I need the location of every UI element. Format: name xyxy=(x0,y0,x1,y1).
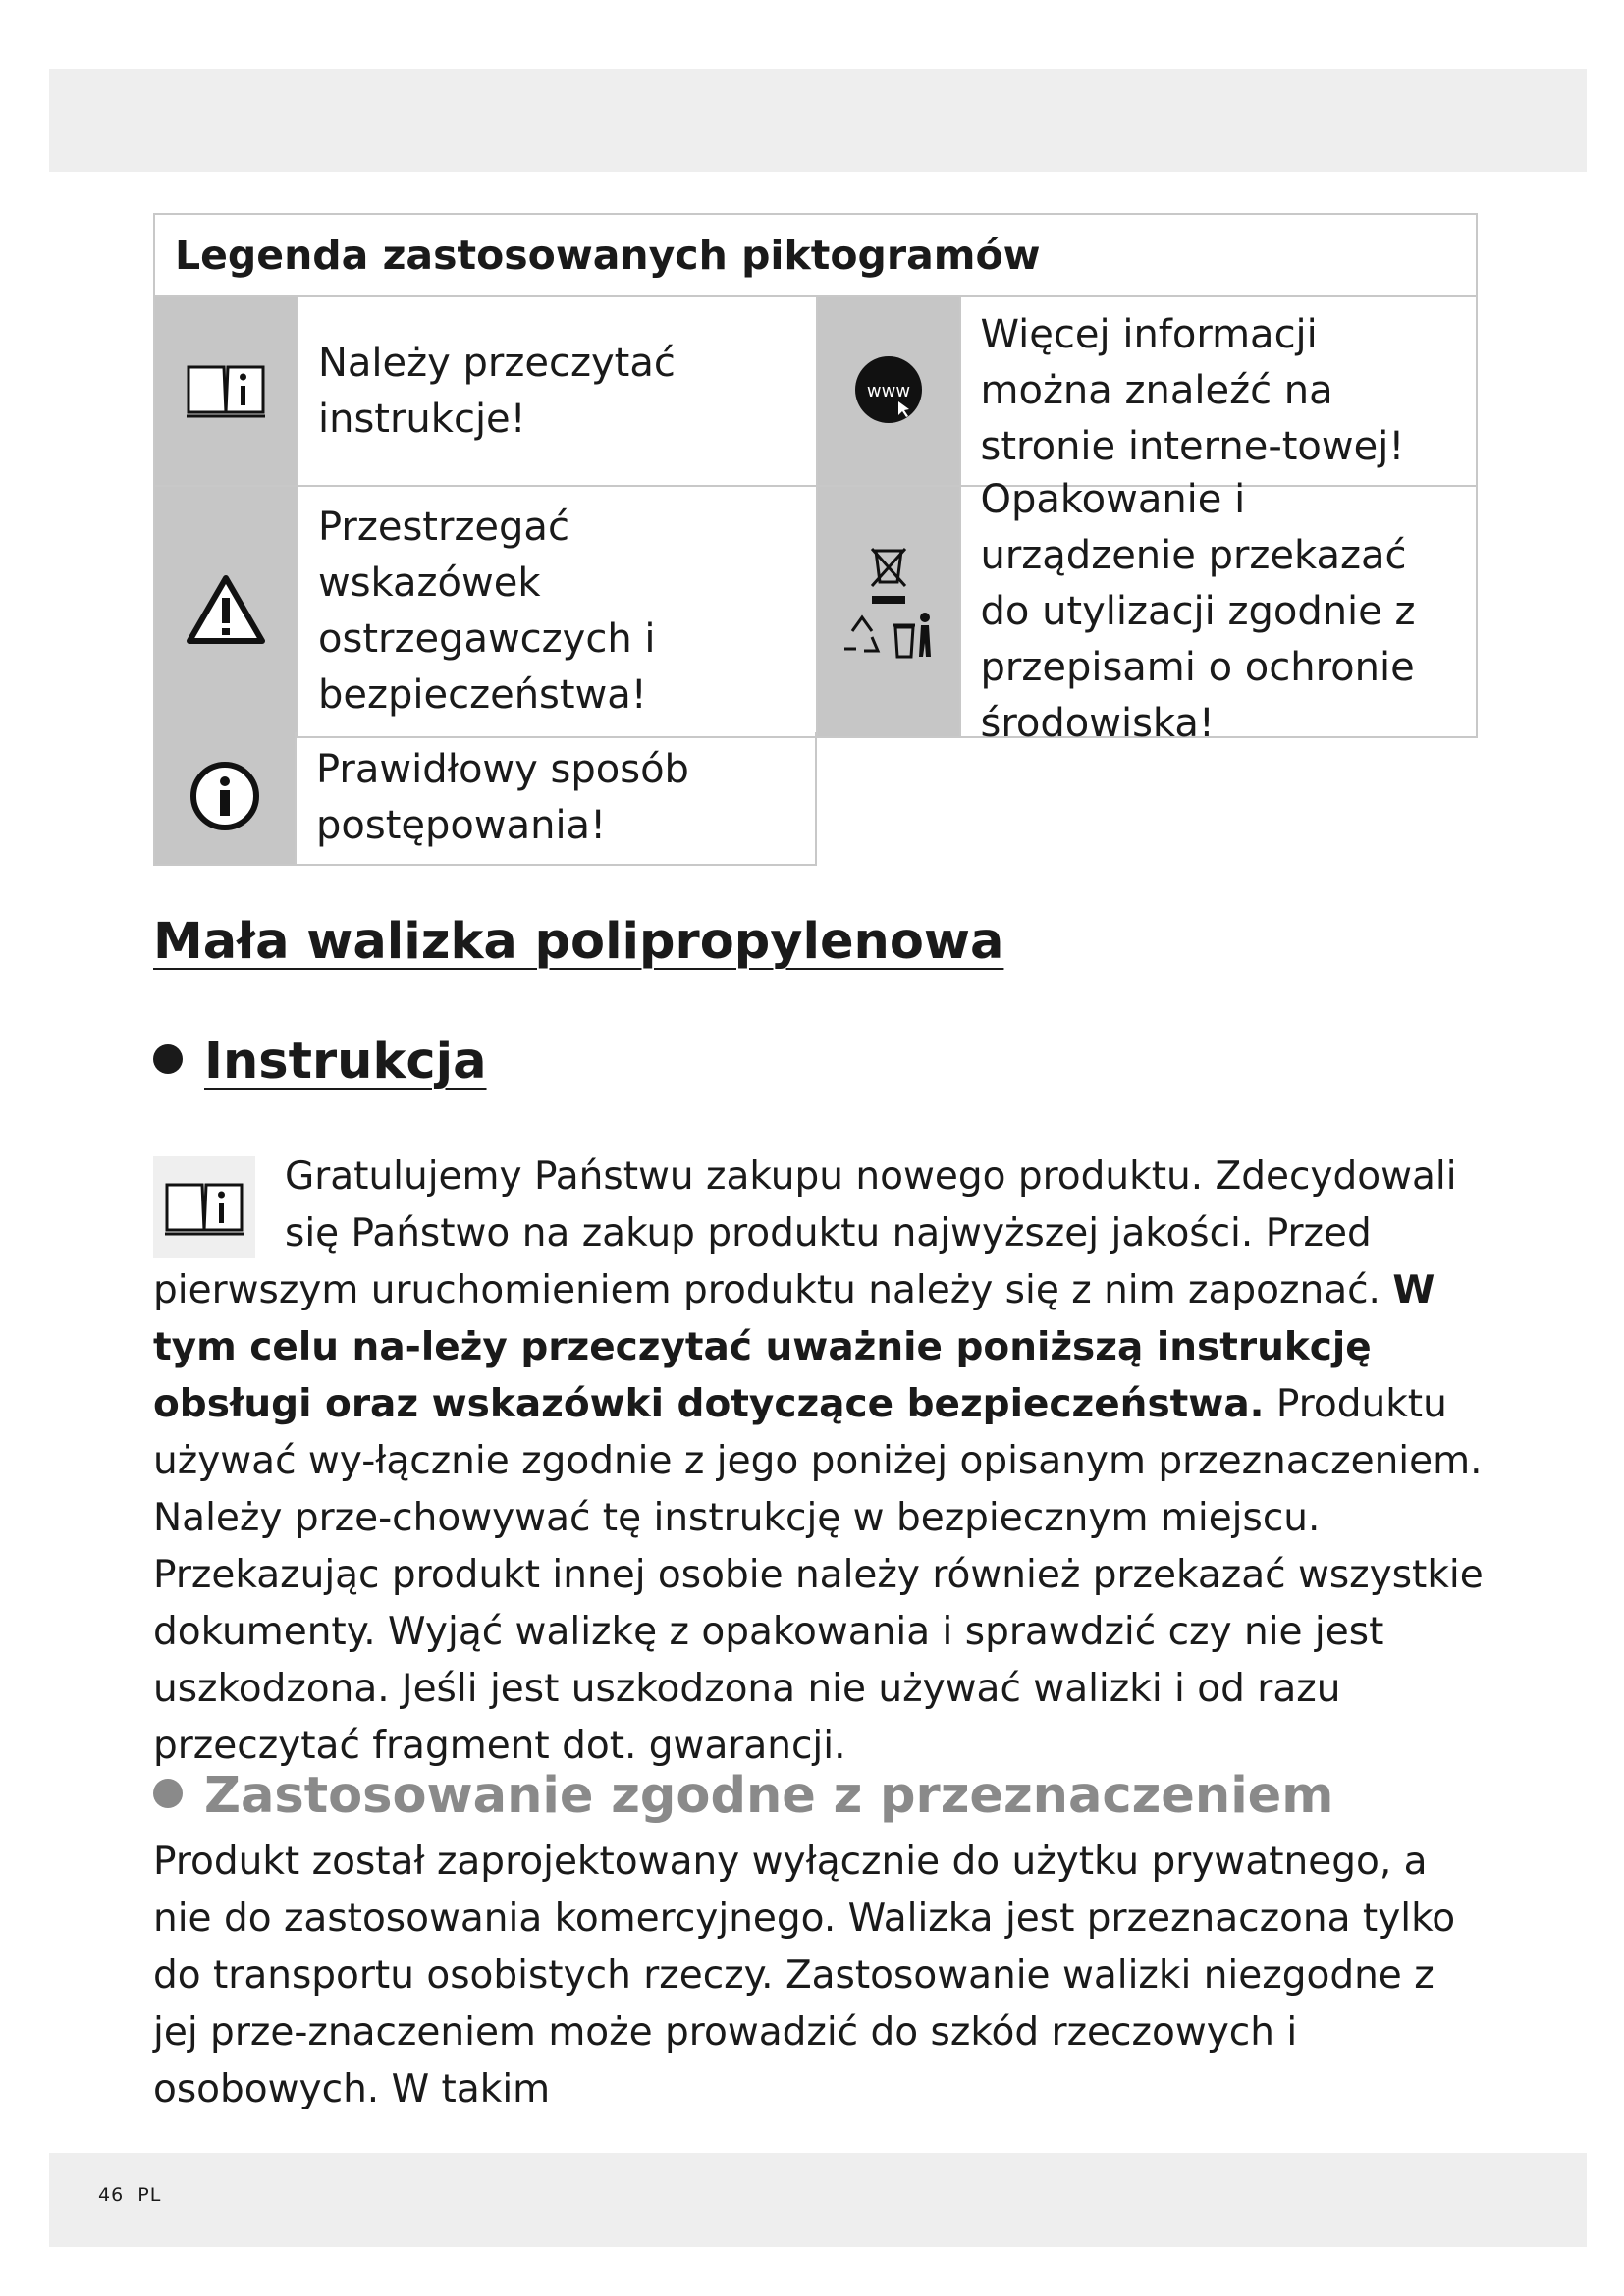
footer-band xyxy=(49,2153,1587,2247)
legend-row xyxy=(155,297,1476,487)
legend-item-website xyxy=(816,297,1477,485)
legend-item-read-instructions xyxy=(155,297,816,485)
legend-title: Legenda zastosowanych piktogramów xyxy=(155,215,1476,297)
page-number: 46 xyxy=(98,2184,125,2206)
section-heading-intended-use xyxy=(153,1767,1333,1825)
header-band xyxy=(49,69,1587,172)
book-info-icon xyxy=(153,1156,255,1258)
language-code: PL xyxy=(137,2184,162,2206)
bullet-icon xyxy=(153,1044,183,1074)
legend-item-disposal xyxy=(816,476,1477,746)
paragraph-text: Gratulujemy Państwu zakupu nowego produktu. Zdecydowali się Państwo na zakup produktu najwyższej jakości. Przed pierwszym uruchomieniem produktu należy się z nim zapoznać. xyxy=(153,1154,1457,1312)
www-icon xyxy=(853,354,924,429)
warning-triangle-icon xyxy=(187,574,265,649)
pictogram-legend-table xyxy=(153,213,1478,746)
legend-item-text: Przestrzegać wskazówek ostrzegawczych i bezpieczeństwa! xyxy=(318,505,656,718)
legend-item-text: Opakowanie i urządzenie przekazać do utylizacji zgodnie z przepisami o ochronie środowiska! xyxy=(980,476,1416,746)
legend-item-proper-procedure xyxy=(153,732,815,864)
book-info-icon xyxy=(185,359,267,424)
page-footer xyxy=(98,2184,161,2206)
instructions-paragraph xyxy=(153,1148,1485,1775)
legend-row xyxy=(153,732,817,866)
svg-text:www: www xyxy=(866,380,910,401)
legend-item-text: Prawidłowy sposób postępowania! xyxy=(316,747,689,848)
product-title: Mała walizka polipropylenowa xyxy=(153,913,1004,971)
paragraph-bold-text: W tym celu na-leży przeczytać uważnie poniższą instrukcję obsługi oraz wskazówki dotyczące bezpieczeństwa. xyxy=(153,1268,1435,1426)
bullet-icon xyxy=(153,1779,183,1808)
recycling-disposal-icon xyxy=(835,541,943,682)
legend-row xyxy=(155,476,1476,746)
section-title: Instrukcja xyxy=(204,1033,487,1091)
info-circle-icon xyxy=(189,760,261,836)
legend-item-text: Należy przeczytać instrukcje! xyxy=(318,340,676,442)
legend-item-warnings xyxy=(155,487,816,736)
intended-use-paragraph: Produkt został zaprojektowany wyłącznie do użytku prywatnego, a nie do zastosowania komercyjnego. Walizka jest przeznaczona tylko do transportu osobistych rzeczy. Zastosowanie walizki niezgodne z jej prze-znaczeniem może prowadzić do szkód rzeczowych i osobowych. W takim xyxy=(153,1840,1456,2111)
section-heading-instructions xyxy=(153,1033,487,1091)
section-title: Zastosowanie zgodne z przeznaczeniem xyxy=(204,1767,1334,1825)
paragraph-text: Produktu używać wy-łącznie zgodnie z jego poniżej opisanym przeznaczeniem. Należy prze-chowywać tę instrukcję w bezpiecznym miejscu. Przekazując produkt innej osobie należy również przekazać wszystkie dokumenty. Wyjąć walizkę z opakowania i sprawdzić czy nie jest uszkodzona. Jeśli jest uszkodzona nie używać walizki i od razu przeczytać fragment dot. gwarancji. xyxy=(153,1382,1484,1768)
legend-item-text: Więcej informacji można znaleźć na stronie interne-towej! xyxy=(980,312,1405,469)
